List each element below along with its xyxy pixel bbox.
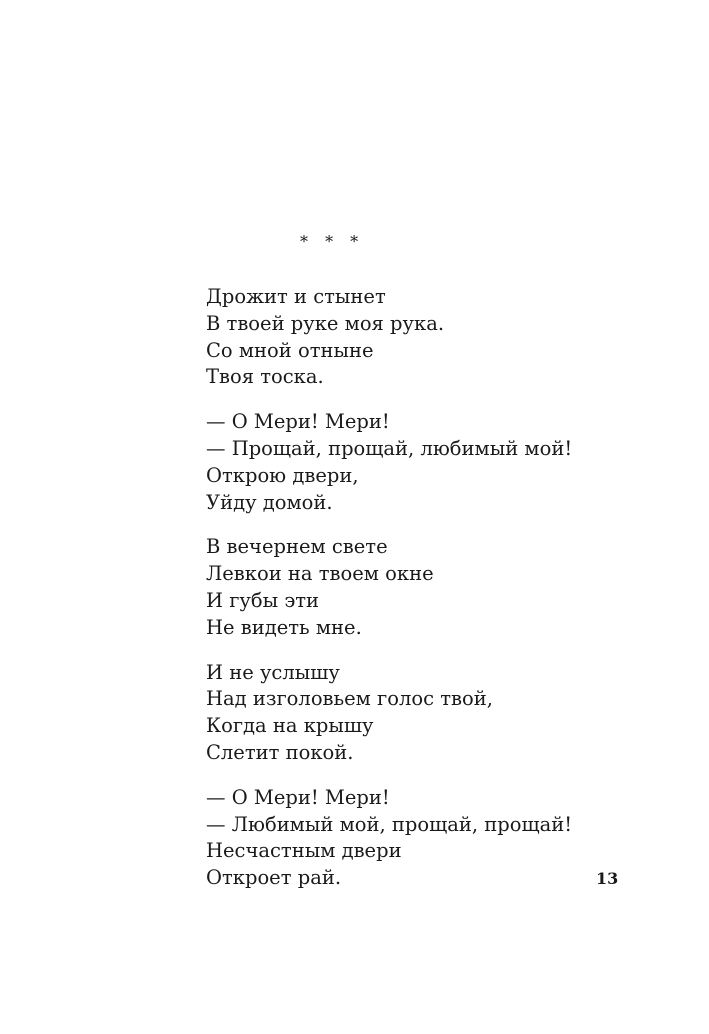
poem-line: — Прощай, прощай, любимый мой! <box>206 436 573 460</box>
poem-line: В вечернем свете <box>206 535 388 559</box>
poem-line: Когда на крышу <box>206 714 374 738</box>
poem-line: Открою двери, <box>206 463 359 487</box>
poem-line: — О Мери! Мери! <box>206 410 390 434</box>
poem-line: В твоей руке моя рука. <box>206 311 445 335</box>
poem-line: Не видеть мне. <box>206 615 362 639</box>
poem-line: Дрожит и стынет <box>206 285 386 308</box>
page-number: 13 <box>596 869 619 888</box>
stanza-4 <box>206 660 606 767</box>
poem <box>206 284 606 910</box>
stanza-2 <box>206 409 606 516</box>
poem-line: Слетит покой. <box>206 740 354 764</box>
section-separator: * * * <box>300 232 365 251</box>
poem-line: Твоя тоска. <box>206 365 324 389</box>
stanza-5 <box>206 785 606 892</box>
poem-line: И губы эти <box>206 588 320 612</box>
stanza-1 <box>206 284 606 391</box>
poem-line: — Любимый мой, прощай, прощай! <box>206 812 573 836</box>
poem-line: Со мной отныне <box>206 338 374 362</box>
poem-line: Несчастным двери <box>206 839 402 863</box>
poem-line: Откроет рай. <box>206 866 342 890</box>
poem-line: — О Мери! Мери! <box>206 785 390 809</box>
poem-line: Левкои на твоем окне <box>206 562 434 586</box>
poem-line: Уйду домой. <box>206 490 333 514</box>
stanza-3 <box>206 534 606 641</box>
poem-line: Над изголовьем голос твой, <box>206 687 493 711</box>
poem-line: И не услышу <box>206 660 340 684</box>
